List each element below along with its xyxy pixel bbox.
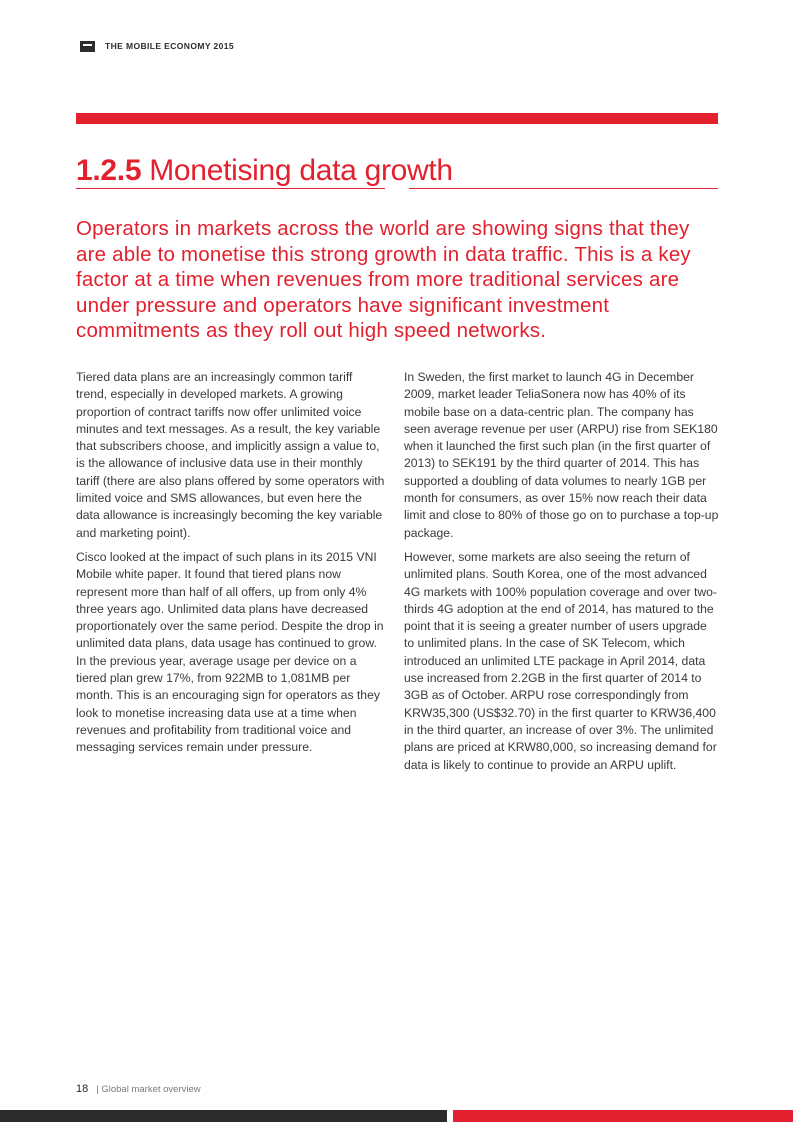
- header-title: THE MOBILE ECONOMY 2015: [105, 41, 235, 51]
- right-column: [404, 369, 720, 781]
- intro-paragraph: Operators in markets across the world are showing signs that they are able to monetise this strong growth in data traffic. This is a key factor at a time when revenues from more traditional services are under pressure and operators have significant investment commitments as they roll out high speed networks.: [76, 217, 691, 342]
- footer-section-label: | Global market overview: [96, 1083, 201, 1095]
- page-header: [80, 39, 234, 53]
- footer-bar-red: [453, 1110, 793, 1122]
- gsma-logo-icon: [80, 41, 95, 52]
- body-paragraph: In Sweden, the first market to launch 4G in December 2009, market leader TeliaSonera now has 40% of its mobile base on a data-centric plan. The company has seen average revenue per user (ARPU) rise from SEK180 when it launched the first such plan (in the first quarter of 2013) to SEK191 by the third quarter of 2014. This has supported a doubling of data volumes to nearly 1GB per month for consumers, as over 15% now reach their data limit and close to 80% of those go on to purchase a top-up package.: [404, 370, 719, 540]
- section-heading: [76, 154, 453, 188]
- body-paragraph: Cisco looked at the impact of such plans in its 2015 VNI Mobile white paper. It found that tiered plans now represent more than half of all offers, up from only 4% three years ago. Unlimited data plans have decreased proportionately over the same period. Despite the drop in unlimited data plans, data usage has continued to grow. In the previous year, average usage per device on a tiered plan grew 17%, from 922MB to 1,081MB per month. This is an encouraging sign for operators as they look to monetise increasing data use at a time when revenues and profitability from traditional voice and messaging services remain under pressure.: [76, 549, 384, 755]
- page-number: 18: [76, 1083, 89, 1095]
- body-paragraph: Tiered data plans are an increasingly common tariff trend, especially in developed markets. A growing proportion of contract tariffs now offer unlimited voice minutes and text messages. As a result, the key variable that subscribers choose, and implicitly assign a value to, is the allowance of inclusive data use in their monthly tariff (there are also plans offered by some operators with limited voice and SMS allowances, but even here the data allowance is increasingly becoming the key variable and marketing point).: [76, 370, 385, 540]
- body-paragraph: However, some markets are also seeing the return of unlimited plans. South Korea, one of the most advanced 4G markets with 100% population coverage and over two-thirds 4G adoption at the end of 2014, has matured to the point that it is seeing a greater number of users upgrade to unlimited plans. In the case of SK Telecom, which introduced an unlimited LTE package in April 2014, data use increased from 2.2GB in the first quarter of 2014 to 3GB as of October. ARPU rose correspondingly from KRW35,300 (US$32.70) in the first quarter to KRW36,400 in the third quarter, an increase of over 3%. The unlimited plans are priced at KRW80,000, so increasing demand for data is likely to continue to provide an ARPU uplift.: [404, 549, 717, 772]
- left-column: [76, 369, 386, 764]
- section-number: 1.2.5: [76, 154, 142, 188]
- section-title: Monetising data growth: [149, 154, 453, 188]
- footer-bar-dark: [0, 1110, 447, 1122]
- page-footer: [76, 1083, 201, 1095]
- heading-rule-right: [409, 188, 718, 189]
- heading-rule-left: [76, 188, 385, 189]
- section-top-bar: [76, 113, 718, 124]
